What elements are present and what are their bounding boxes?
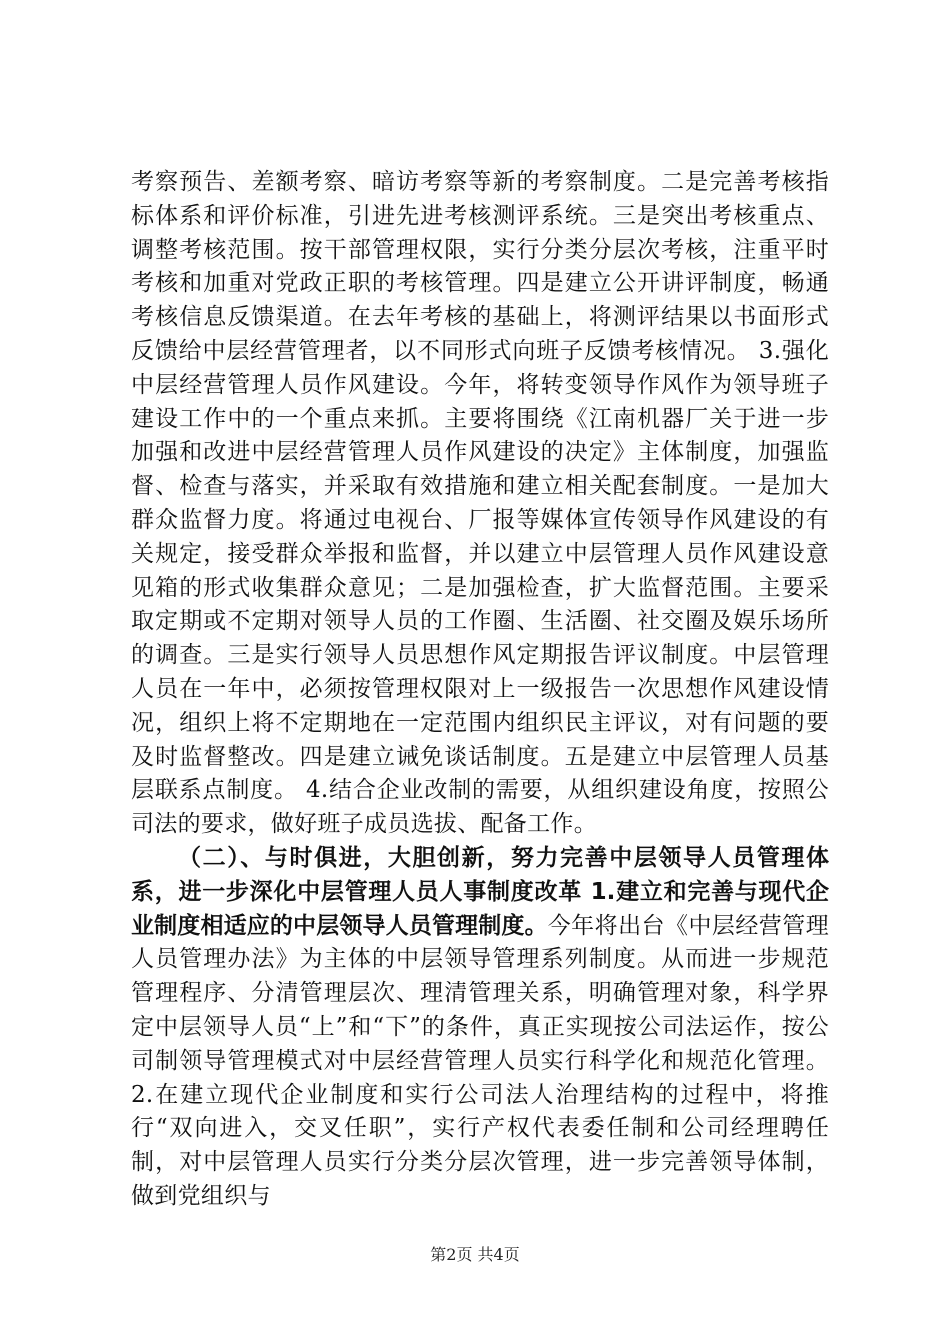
paragraph-2-bold-lead: （二）、与时俱进，大胆创新，努力完善中层领导人员管理体系，进一步深化中层管理人员人事制度改革 1.建立和完善与现代企业制度相适应的中层领导人员管理制度。 (131, 844, 829, 939)
paragraph-1 (131, 166, 829, 842)
paragraph-2-text: 今年将出台《中层经营管理人员管理办法》为主体的中层领导管理系列制度。从而进一步规范管理程序、分清管理层次、理清管理关系，明确管理对象，科学界定中层领导人员“上”和“下”的条件，真正实现按公司法运作，按公司制领导管理模式对中层经营管理人员实行科学化和规范化管理。 2.在建立现代企业制度和实行公司法人治理结构的过程中，将推行“双向进入，交叉任职”，实行产权代表委任制和公司经理聘任制，对中层管理人员实行分类分层次管理，进一步完善领导体制，做到党组织与 (131, 912, 829, 1209)
paragraph-1-text: 考察预告、差额考察、暗访考察等新的考察制度。二是完善考核指标体系和评价标准，引进先进考核测评系统。三是突出考核重点、调整考核范围。按干部管理权限，实行分类分层次考核，注重平时考核和加重对党政正职的考核管理。四是建立公开讲评制度，畅通考核信息反馈渠道。在去年考核的基础上，将测评结果以书面形式反馈给中层经营管理者，以不同形式向班子反馈考核情况。 3.强化中层经营管理人员作风建设。今年，将转变领导作风作为领导班子建设工作中的一个重点来抓。主要将围绕《江南机器厂关于进一步加强和改进中层经营管理人员作风建设的决定》主体制度，加强监督、检查与落实，并采取有效措施和建立相关配套制度。一是加大群众监督力度。将通过电视台、厂报等媒体宣传领导作风建设的有关规定，接受群众举报和监督，并以建立中层管理人员作风建设意见箱的形式收集群众意见；二是加强检查，扩大监督范围。主要采取定期或不定期对领导人员的工作圈、生活圈、社交圈及娱乐场所的调查。三是实行领导人员思想作风定期报告评议制度。中层管理人员在一年中，必须按管理权限对上一级报告一次思想作风建设情况，组织上将不定期地在一定范围内组织民主评议，对有问题的要及时监督整改。四是建立诫免谈话制度。五是建立中层管理人员基层联系点制度。 4.结合企业改制的需要，从组织建设角度，按照公司法的要求，做好班子成员选拔、配备工作。 (131, 169, 829, 838)
document-body (131, 166, 829, 1214)
paragraph-2 (131, 842, 829, 1214)
page-footer: 第2页 共4页 (430, 1245, 520, 1264)
